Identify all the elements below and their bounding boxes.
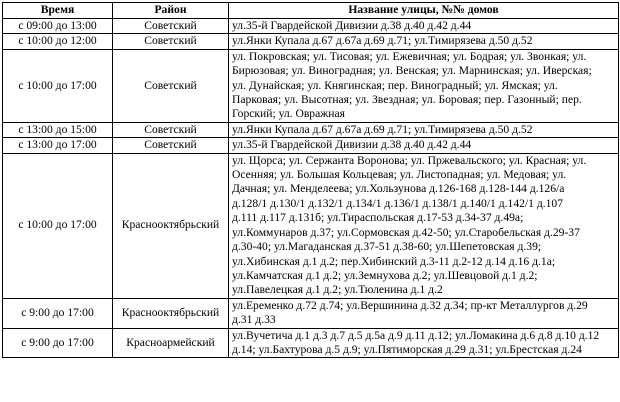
column-header-streets: Название улицы, №№ домов <box>229 3 619 19</box>
street-line: ул.35-й Гвардейской Дивизии д.38 д.40 д.42 д.44 <box>232 138 472 152</box>
street-line: д.31 д.33 <box>232 313 276 327</box>
table-row <box>3 298 619 328</box>
table-row <box>3 34 619 49</box>
street-line: Горский; ул. Овражная <box>232 107 345 121</box>
row-district: Советский <box>113 34 229 49</box>
street-line: ул.Камчатская д.1 д.2; ул.Земнухова д.2; ул.Шевцовой д.1 д.2; <box>232 268 538 282</box>
row-streets <box>229 138 619 153</box>
street-line: д.30-40; ул.Магаданская д.37-51 д.38-60; ул.Шепетовская д.39; <box>232 240 542 254</box>
street-line: ул.Вучетича д.1 д.3 д.7 д.5 д.5а д.9 д.11 д.12; ул.Ломакина д.6 д.8 д.10 д.12 <box>232 328 600 342</box>
row-time: с 13:00 до 17:00 <box>3 138 113 153</box>
street-line: Осенняя; ул. Большая Кольцевая; ул. Листопадная; ул. Медовая; ул. <box>232 168 567 182</box>
row-streets <box>229 122 619 137</box>
street-line: д.128/1 д.130/1 д.132/1 д.134/1 д.136/1 д.138/1 д.140/1 д.142/1 д.107 <box>232 196 564 210</box>
row-streets <box>229 298 619 328</box>
street-line: ул.Янки Купала д.67 д.67а д.69 д.71; ул.Тимирязева д.50 д.52 <box>232 34 533 48</box>
row-streets <box>229 153 619 298</box>
row-district: Советский <box>113 19 229 34</box>
row-streets <box>229 328 619 358</box>
street-line: ул.35-й Гвардейской Дивизии д.38 д.40 д.42 д.44 <box>232 19 472 32</box>
table-header-row <box>3 3 619 19</box>
row-time: с 9:00 до 17:00 <box>3 298 113 328</box>
street-line: ул.Коммунаров д.37; ул.Сормовская д.42-50; ул.Старобельская д.29-37 <box>232 225 580 239</box>
street-line: Парковая; ул. Высотная; ул. Звездная; ул. Боровая; пер. Газонный; пер. <box>232 93 582 107</box>
row-time: с 10:00 до 17:00 <box>3 49 113 122</box>
street-line: Дачная; ул. Менделеева; ул.Хользунова д.126-168 д.128-144 д.126/а <box>232 182 565 196</box>
column-header-time: Время <box>3 3 113 19</box>
row-time: с 10:00 до 12:00 <box>3 34 113 49</box>
street-line: ул. Дунайская; ул. Княгинская; пер. Виноградный; ул. Ямская; ул. <box>232 78 558 92</box>
row-district: Советский <box>113 138 229 153</box>
street-line: ул. Покровская; ул. Тисовая; ул. Ежевичная; ул. Бодрая; ул. Звонкая; ул. <box>232 49 587 63</box>
table-row <box>3 138 619 153</box>
table-row <box>3 49 619 122</box>
row-streets <box>229 34 619 49</box>
row-time: с 13:00 до 15:00 <box>3 122 113 137</box>
row-time: с 10:00 до 17:00 <box>3 153 113 298</box>
table-row <box>3 19 619 34</box>
table-row <box>3 122 619 137</box>
street-line: ул. Щорса; ул. Сержанта Воронова; ул. Пржевальского; ул. Красная; ул. <box>232 153 587 167</box>
row-streets <box>229 19 619 34</box>
street-line: ул.Янки Купала д.67 д.67а д.69 д.71; ул.Тимирязева д.50 д.52 <box>232 122 533 136</box>
street-line: ул.Хибинская д.1 д.2; пер.Хибинский д.3-11 д.2-12 д.14 д.16 д.1а; <box>232 254 556 268</box>
street-line: Бирюзовая; ул. Виноградная; ул. Венская; ул. Марнинская; ул. Иверская; <box>232 64 592 78</box>
table-row <box>3 328 619 358</box>
table-row <box>3 153 619 298</box>
row-time: с 9:00 до 17:00 <box>3 328 113 358</box>
row-district: Советский <box>113 122 229 137</box>
row-district: Советский <box>113 49 229 122</box>
street-line: ул.Еременко д.72 д.74; ул.Вершинина д.32 д.34; пр-кт Металлургов д.29 <box>232 298 588 312</box>
outage-schedule-table <box>2 2 619 358</box>
row-streets <box>229 49 619 122</box>
row-district: Краснооктябрьский <box>113 298 229 328</box>
row-time: с 09:00 до 13:00 <box>3 19 113 34</box>
row-district: Краснооктябрьский <box>113 153 229 298</box>
street-line: ул.Павелецкая д.1 д.2; ул.Тюленина д.1 д.2 <box>232 283 443 297</box>
column-header-district: Район <box>113 3 229 19</box>
street-line: д.14; ул.Бахтурова д.5 д.9; ул.Пятиморская д.29 д.31; ул.Брестская д.24 <box>232 342 582 356</box>
street-line: д.111 д.117 д.131б; ул.Тираспольская д.17-53 д.34-37 д.49а; <box>232 211 524 225</box>
row-district: Красноармейский <box>113 328 229 358</box>
